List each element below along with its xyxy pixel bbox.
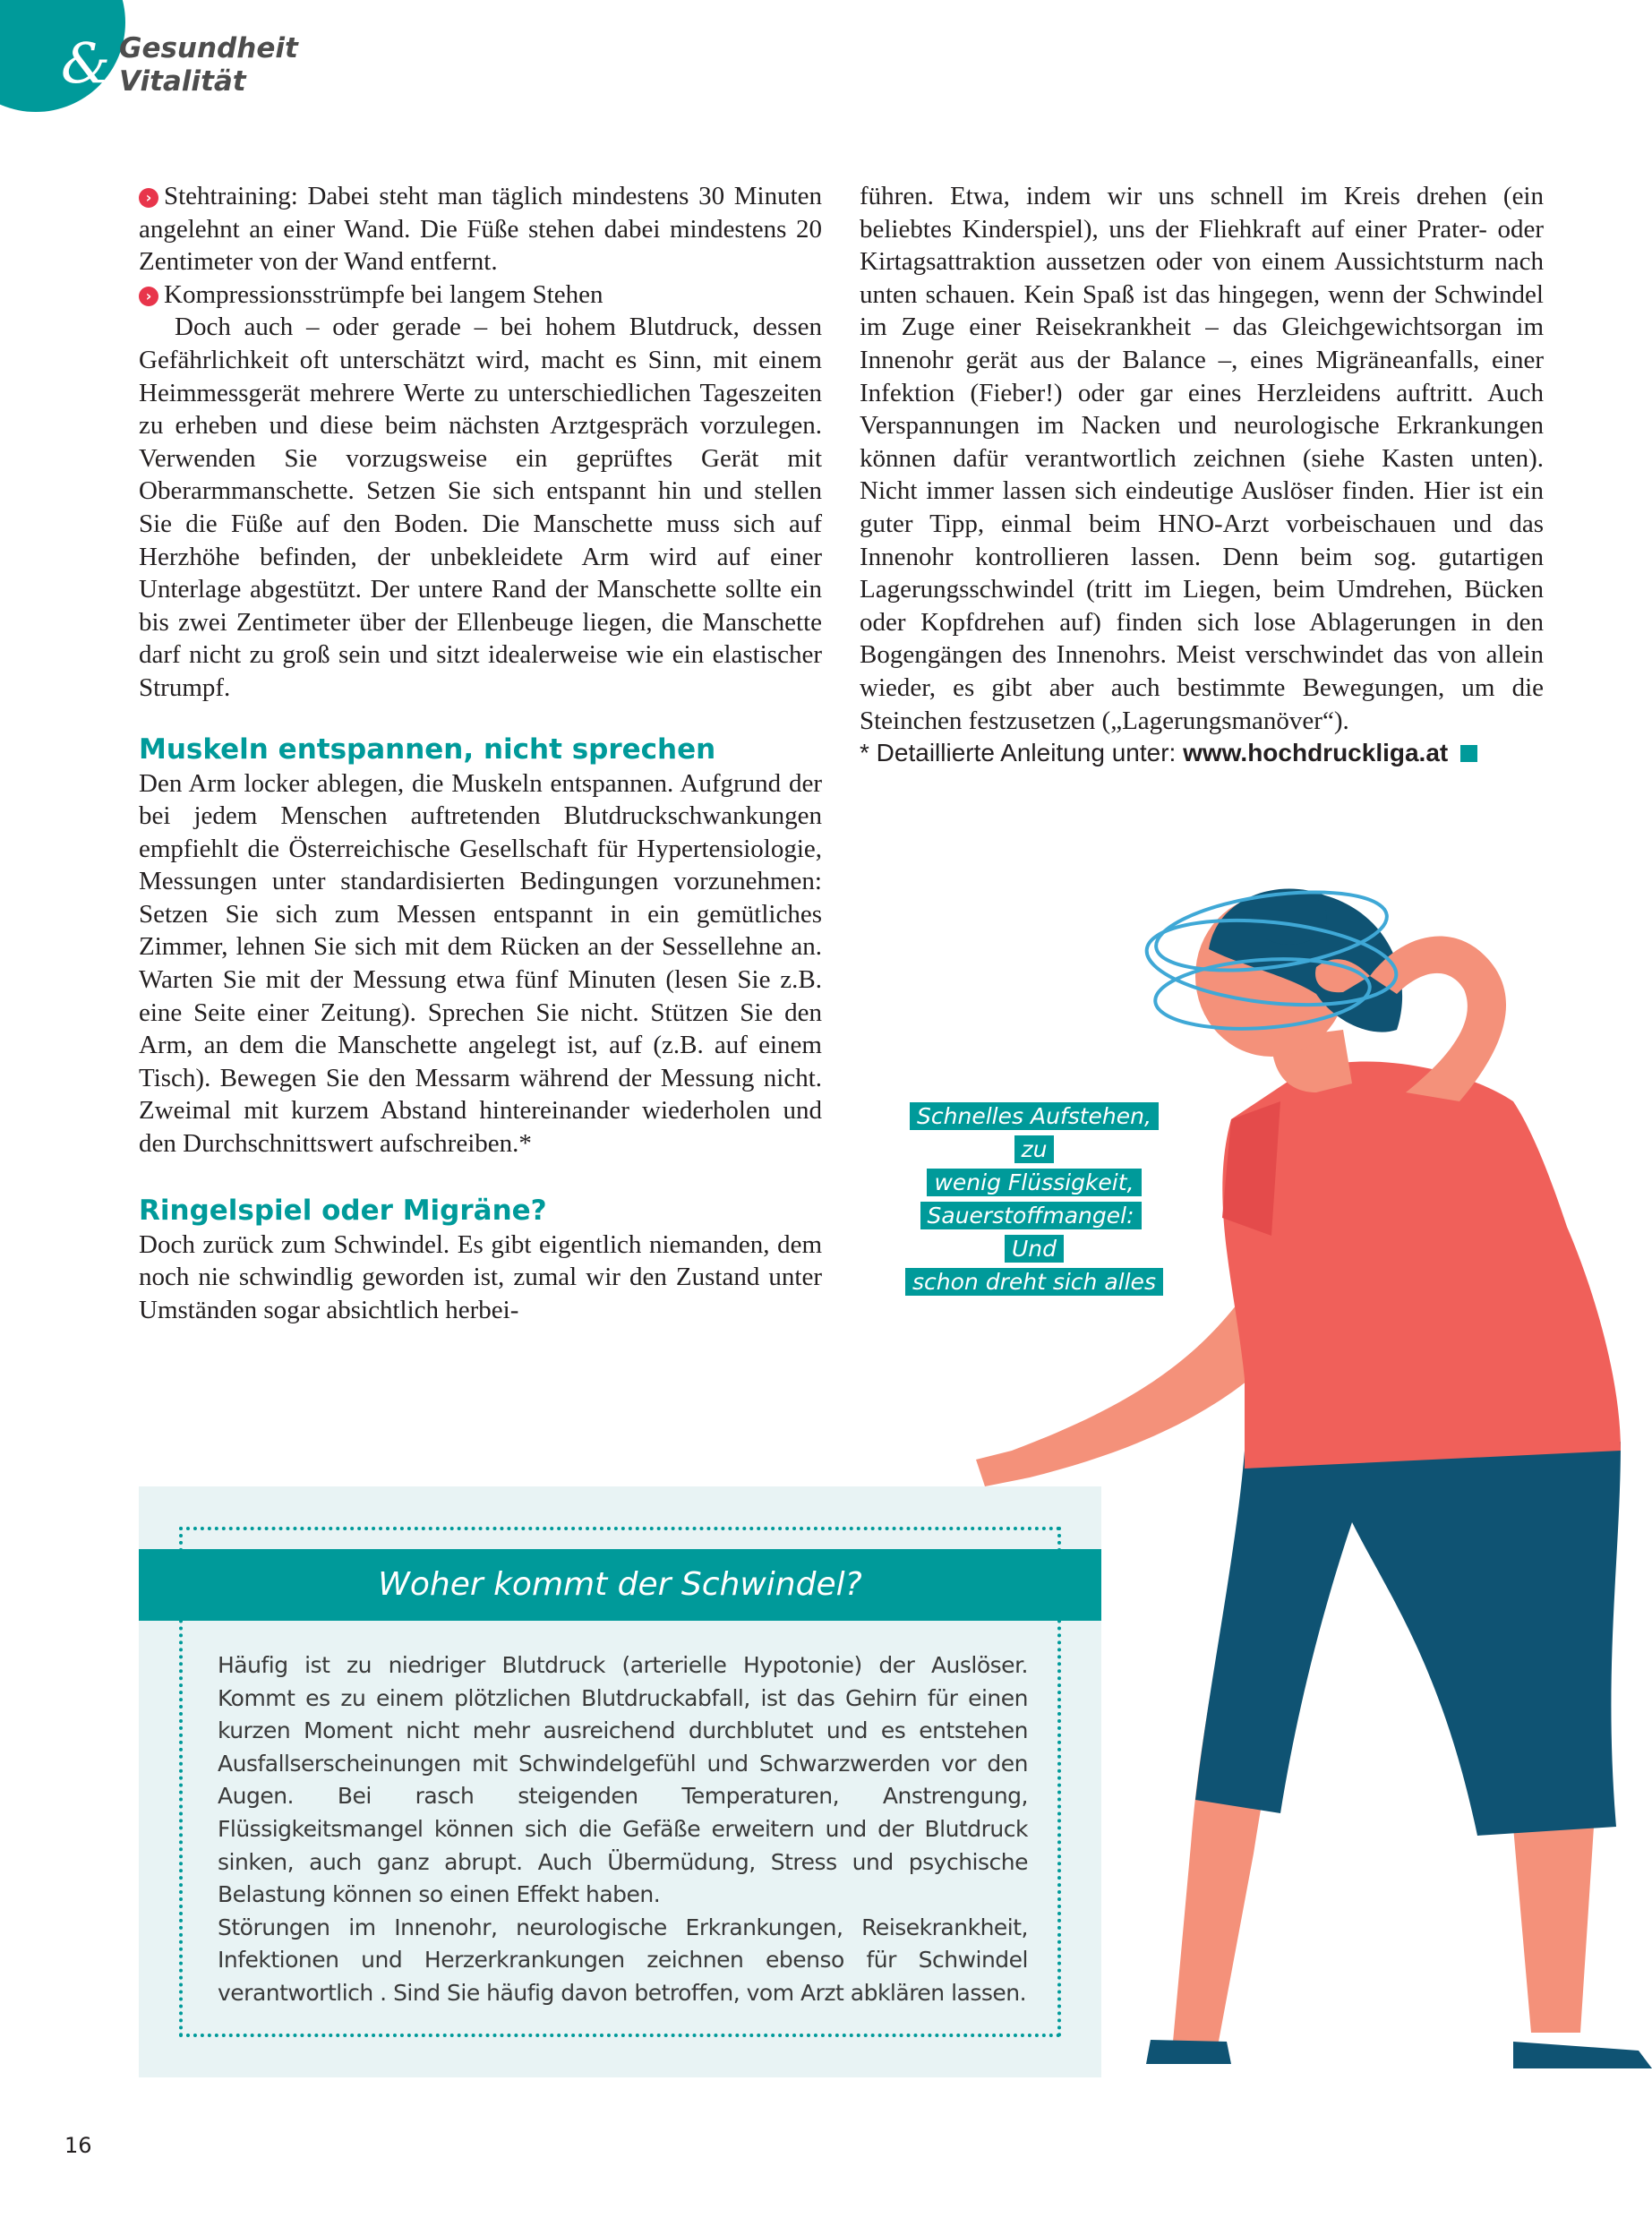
caption-line: schon dreht sich alles	[905, 1268, 1163, 1296]
paragraph: Doch zurück zum Schwindel. Es gibt eigentlich niemanden, dem noch nie schwindlig geworden ist, zumal wir den Zustand unter Umständen sogar absichtlich herbei-	[139, 1229, 822, 1324]
info-box-title: Woher kommt der Schwindel?	[139, 1549, 1101, 1621]
bullet-text: Kompressionsstrümpfe bei langem Stehen	[164, 279, 603, 309]
section-label-line1: Gesundheit	[119, 32, 298, 64]
section-heading: Ringelspiel oder Migräne?	[139, 1194, 547, 1227]
section-heading: Muskeln entspannen, nicht sprechen	[139, 732, 716, 766]
page-number: 16	[64, 2133, 92, 2158]
footnote-text: * Detaillierte Anleitung unter:	[860, 739, 1184, 767]
bullet-text: Stehtraining: Dabei steht man täglich mindestens 30 Minuten angelehnt an einer Wand. Die Füße stehen dabei mindestens 20 Zentimeter von der Wand entfernt.	[139, 182, 822, 277]
image-caption	[900, 1100, 1168, 1298]
left-column	[139, 180, 822, 1326]
right-column	[860, 180, 1544, 770]
paragraph: führen. Etwa, indem wir uns schnell im Kreis drehen (ein beliebtes Kinderspiel), uns der Fliehkraft auf einer Prater- oder Kirtagsattraktion aussetzen oder von einem Aussichtsturm nach unten schauen. Kein Spaß ist das hingegen, wenn der Schwindel im Zuge einer Reisekrankheit – das Gleichgewichtsorgan im Innenohr gerät aus der Balance –, eines Migräneanfalls, einer Infektion (Fieber!) oder gar eines Herzleidens auftritt. Auch Verspannungen im Nacken und neurologische Erkrankungen können dafür verantwortlich zeichnen (siehe Kasten unten). Nicht immer lassen sich eindeutige Auslöser finden. Hier ist ein guter Tipp, einmal beim HNO-Arzt vorbeischauen und das Innenohr kontrollieren lassen. Denn beim sog. gutartigen Lagerungsschwindel (tritt im Liegen, beim Umdrehen, Bücken oder Kopfdrehen auf) finden sich lose Ablagerungen in den Bogengängen des Innenohrs. Meist verschwindet das von allein wieder, es gibt aber auch bestimmte Bewegungen, um die Steinchen festzusetzen („Lagerungsmanöver“).	[860, 182, 1544, 735]
caption-line: Schnelles Aufstehen, zu	[910, 1102, 1159, 1163]
caption-line: wenig Flüssigkeit,	[927, 1169, 1141, 1196]
end-square-icon	[1460, 745, 1477, 762]
footnote	[860, 737, 1544, 770]
chevron-right-icon: ›	[139, 287, 158, 306]
bullet-item	[139, 278, 822, 312]
info-box-text	[218, 1649, 1028, 2010]
paragraph: Den Arm locker ablegen, die Muskeln entspannen. Aufgrund der bei jedem Menschen auftretenden Blutdruckschwankungen empfiehlt die Österreichische Gesellschaft für Hypertensiologie, Messungen unter standardisierten Bedingungen vorzunehmen: Setzen Sie sich zum Messen entspannt in ein gemütliches Zimmer, lehnen Sie sich mit dem Rücken an der Sessellehne an. Warten Sie mit der Messung etwa fünf Minuten (lesen Sie z.B. eine Seite einer Zeitung). Sprechen Sie nicht. Stützen Sie den Arm, an dem die Manschette angelegt ist, auf (z.B. auf einem Tisch). Bewegen Sie den Messarm während der Messung nicht. Zweimal mit kurzem Abstand hintereinander wiederholen und den Durchschnittswert aufschreiben.*	[139, 768, 822, 1159]
paragraph: Häufig ist zu niedriger Blutdruck (arterielle Hypotonie) der Auslöser. Kommt es zu einem plötzlichen Blutdruckabfall, ist das Gehirn für einen kurzen Moment nicht mehr ausreichend durchblutet und es entstehen Ausfallserscheinungen mit Schwindelgefühl und Schwarzwerden vor den Augen. Bei rasch steigenden Temperaturen, Anstrengung, Flüssigkeitsmangel können sich die Gefäße erweitern und der Blutdruck sinken, auch ganz abrupt. Auch Übermüdung, Stress und psychische Belastung können so einen Effekt haben.	[218, 1652, 1028, 1908]
caption-line: Sauerstoffmangel: Und	[920, 1202, 1142, 1263]
section-label	[119, 32, 298, 98]
chevron-right-icon: ›	[139, 188, 158, 208]
section-label-line2: Vitalität	[119, 65, 246, 98]
bullet-item	[139, 180, 822, 278]
logo-ampersand: &	[61, 30, 111, 96]
footnote-link[interactable]: www.hochdruckliga.at	[1183, 739, 1449, 767]
info-box	[139, 1486, 1101, 2077]
paragraph: Störungen im Innenohr, neurologische Erkrankungen, Reisekrankheit, Infektionen und Herzerkrankungen zeichnen ebenso für Schwindel verantwortlich . Sind Sie häufig davon betroffen, vom Arzt abklären lassen.	[218, 1914, 1028, 2006]
paragraph: Doch auch – oder gerade – bei hohem Blutdruck, dessen Gefährlichkeit oft unterschätzt wird, macht es Sinn, mit einem Heimmessgerät mehrere Werte zu unterschiedlichen Tageszeiten zu erheben und diese beim nächsten Arztgespräch vorzulegen. Verwenden Sie vorzugsweise ein geprüftes Gerät mit Oberarmmanschette. Setzen Sie sich entspannt hin und stellen Sie die Füße auf den Boden. Die Manschette muss sich auf Herzhöhe befinden, der unbekleidete Arm wird auf einer Unterlage abgestützt. Der untere Rand der Manschette sollte ein bis zwei Zentimeter über der Ellenbeuge liegen, die Manschette darf nicht zu groß sein und sitzt idealerweise wie ein elastischer Strumpf.	[139, 313, 822, 702]
